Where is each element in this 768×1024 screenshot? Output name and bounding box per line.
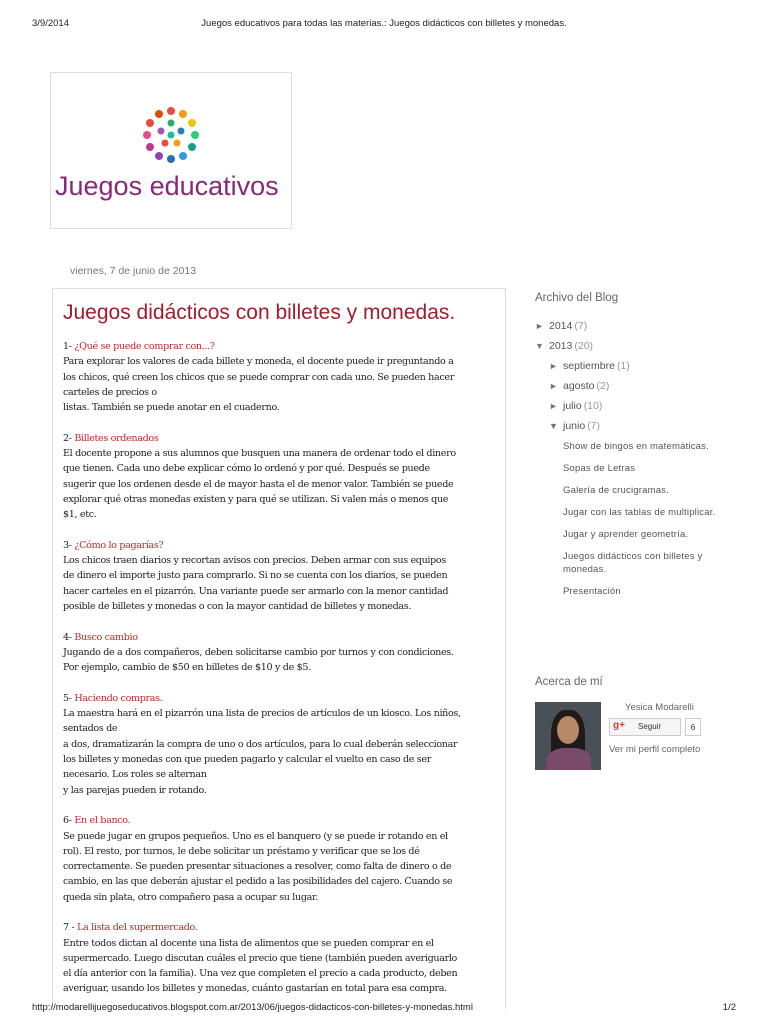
triangle-right-icon[interactable]: ► xyxy=(549,381,558,391)
section-text-line: Jugando de a dos compañeros, deben solicitarse cambio por turnos y con condiciones. xyxy=(63,646,454,658)
section-number: 4- xyxy=(63,631,75,643)
section-heading xyxy=(63,920,495,935)
archive-year-count: (20) xyxy=(574,340,594,352)
section-heading xyxy=(63,431,495,446)
follower-count: 6 xyxy=(685,718,701,736)
section-heading xyxy=(63,813,495,828)
archive-month-agosto[interactable] xyxy=(535,376,735,396)
archive-month-count: (7) xyxy=(587,420,601,432)
section-heading-text: ¿Cómo lo pagarías? xyxy=(74,539,164,551)
follow-label: Seguir xyxy=(638,722,662,731)
archive-title: Archivo del Blog xyxy=(535,292,619,304)
print-date: 3/9/2014 xyxy=(32,18,69,29)
globe-children-icon xyxy=(141,105,201,165)
post-body xyxy=(63,339,495,1009)
section-number: 1- xyxy=(63,341,75,352)
archive-post-link[interactable]: Sopas de Letras xyxy=(563,463,636,474)
section-text-line: explorar qué otras monedas existen y para qué se utilizan. Si valen más o menos que xyxy=(63,493,449,505)
section-heading xyxy=(63,538,495,553)
archive-month-count: (1) xyxy=(616,360,630,372)
post-section xyxy=(63,630,495,676)
post-date: viernes, 7 de junio de 2013 xyxy=(70,265,197,277)
archive-year-count: (7) xyxy=(574,320,588,332)
section-text-line: a dos, dramatizarán la compra de uno o dos artículos, para lo cual deberán seleccionar xyxy=(63,738,458,750)
archive-month-label[interactable]: junio xyxy=(563,420,586,432)
section-number: 3- xyxy=(63,539,75,551)
section-text-line: necesario. Los roles se alternan xyxy=(63,769,207,781)
section-text-line: queda sin plata, otro compañero pasa a ocupar su lugar. xyxy=(63,891,318,903)
section-heading-text: Billetes ordenados xyxy=(74,432,159,444)
section-heading-text: Haciendo compras. xyxy=(74,692,163,704)
section-heading xyxy=(63,691,495,706)
post-section xyxy=(63,339,495,415)
archive-year-2013[interactable] xyxy=(535,336,735,356)
logo-text: Juegos educativos xyxy=(55,171,279,201)
triangle-right-icon[interactable]: ► xyxy=(549,401,558,411)
archive-post-link[interactable]: Show de bingos en matemáticas. xyxy=(563,441,709,452)
section-text-line: listas. También se puede anotar en el cuaderno. xyxy=(63,402,280,414)
section-number: 5- xyxy=(63,692,75,704)
archive-post-link[interactable]: Galería de crucigramas. xyxy=(563,485,669,496)
section-text-line: hacer carteles en el pizarrón. Una variante puede ser armarlo con la menor cantidad xyxy=(63,585,449,597)
blog-logo[interactable] xyxy=(50,72,292,229)
section-text-line: El docente propone a sus alumnos que busquen una manera de ordenar todo el dinero xyxy=(63,448,456,460)
section-heading-text: ¿Qué se puede comprar con...? xyxy=(74,341,215,352)
archive-year-2014[interactable] xyxy=(535,316,735,336)
section-text-line: averiguar, usando los billetes y monedas, cuánto gastarían en total para esa compra. xyxy=(63,983,447,995)
archive-post-link[interactable]: Presentación xyxy=(563,586,621,597)
section-text-line: sentados de xyxy=(63,723,118,735)
section-text-line: posible de billetes y monedas o con la mayor cantidad de billetes y monedas. xyxy=(63,601,412,613)
section-text-line: los chicos, qué creen los chicos que se puede comprar con cada uno. Se pueden hacer xyxy=(63,371,454,383)
post-section xyxy=(63,431,495,523)
profile-name[interactable]: Yesica Modarelli xyxy=(625,702,694,713)
section-heading-text: La lista del supermercado. xyxy=(77,922,198,934)
section-text-line: carteles de precios o xyxy=(63,386,157,398)
post-section xyxy=(63,813,495,905)
post-title[interactable]: Juegos didácticos con billetes y monedas. xyxy=(63,301,456,324)
archive-post-link[interactable]: Jugar con las tablas de multiplicar. xyxy=(563,507,716,518)
section-text-line: los billetes y monedas con que pueden pagarlo y calcular el vuelto en caso de ser xyxy=(63,754,431,766)
section-text-line: supermercado. Luego discutan cuáles el precio que tiene (también pueden averiguarlo xyxy=(63,952,457,964)
triangle-right-icon[interactable]: ► xyxy=(549,361,558,371)
section-number: 7 - xyxy=(63,922,78,934)
section-text-line: La maestra hará en el pizarrón una lista de precios de artículos de un kiosco. Los niños, xyxy=(63,708,461,720)
archive-post-list xyxy=(535,440,735,598)
archive-year-label[interactable]: 2014 xyxy=(549,320,573,332)
section-text-line: Entre todos dictan al docente una lista de alimentos que se pueden comprar en el xyxy=(63,937,434,949)
post-section xyxy=(63,691,495,798)
section-text-line: Se puede jugar en grupos pequeños. Uno es el banquero (y se puede ir rotando en el xyxy=(63,830,448,842)
about-title: Acerca de mí xyxy=(535,676,603,688)
section-text-line: sugerir que los ordenen desde el de mayor hasta el de menor valor. También se puede xyxy=(63,478,454,490)
archive-year-label[interactable]: 2013 xyxy=(549,340,573,352)
section-heading-text: Busco cambio xyxy=(74,631,138,643)
archive-month-junio[interactable] xyxy=(535,416,735,436)
print-page-title: Juegos educativos para todas las materias.: Juegos didácticos con billetes y monedas. xyxy=(201,18,567,29)
archive-month-label[interactable]: agosto xyxy=(563,380,595,392)
section-text-line: y las parejas pueden ir rotando. xyxy=(63,784,207,796)
archive-month-septiembre[interactable] xyxy=(535,356,735,376)
about-me-widget xyxy=(535,676,735,755)
section-text-line: $1, etc. xyxy=(63,509,97,521)
section-text-line: cambio, en las que deberán ajustar el pedido a las posibilidades del cajero. Cuando se xyxy=(63,876,453,888)
archive-month-count: (10) xyxy=(583,400,603,412)
section-number: 6- xyxy=(63,815,75,827)
triangle-down-icon[interactable]: ▼ xyxy=(535,341,544,351)
archive-post-link[interactable]: Juegos didácticos con billetes y monedas. xyxy=(563,551,703,575)
triangle-down-icon[interactable]: ▼ xyxy=(549,421,558,431)
view-profile-link[interactable]: Ver mi perfil completo xyxy=(609,744,701,755)
section-number: 2- xyxy=(63,432,75,444)
archive-post-link[interactable]: Jugar y aprender geometría. xyxy=(563,529,689,540)
section-text-line: de dinero el importe justo para comprarlo. Si no se cuenta con los diarios, se pueden xyxy=(63,570,448,582)
post-container xyxy=(52,288,506,1009)
print-page-number: 1/2 xyxy=(722,1002,736,1013)
post-section xyxy=(63,538,495,614)
archive-month-julio[interactable] xyxy=(535,396,735,416)
print-url: http://modarellijuegoseducativos.blogspot.com.ar/2013/06/juegos-didacticos-con-billetes-y-monedas.html xyxy=(32,1002,473,1013)
post-section xyxy=(63,920,495,996)
section-text-line: Los chicos traen diarios y recortan avisos con precios. Deben armar con sus equipos xyxy=(63,555,446,567)
section-heading xyxy=(63,339,495,354)
section-text-line: rol). El resto, por turnos, le debe solicitar un préstamo y verificar que se los dé xyxy=(63,845,420,857)
gplus-icon: g+ xyxy=(613,720,625,731)
archive-month-count: (2) xyxy=(596,380,610,392)
triangle-right-icon[interactable]: ► xyxy=(535,321,544,331)
section-text-line: correctamente. Se pueden presentar situaciones a resolver, como falta de dinero o de xyxy=(63,861,452,873)
archive-month-label[interactable]: septiembre xyxy=(563,360,615,372)
section-text-line: Por ejemplo, cambio de $50 en billetes de $10 y de $5. xyxy=(63,662,311,674)
avatar[interactable] xyxy=(535,702,601,770)
section-text-line: Para explorar los valores de cada billete y moneda, el docente puede ir preguntando a xyxy=(63,356,454,368)
section-text-line: el día anterior con la familia). Una vez que completen el precio a cada producto, deben xyxy=(63,968,458,980)
section-heading xyxy=(63,630,495,645)
gplus-follow-button[interactable] xyxy=(609,718,681,736)
archive-month-label[interactable]: julio xyxy=(563,400,582,412)
blog-archive xyxy=(535,292,735,607)
section-heading-text: En el banco. xyxy=(74,815,131,827)
section-text-line: que tienen. Cada uno debe explicar cómo lo ordenó y por qué. Después se puede xyxy=(63,463,430,475)
